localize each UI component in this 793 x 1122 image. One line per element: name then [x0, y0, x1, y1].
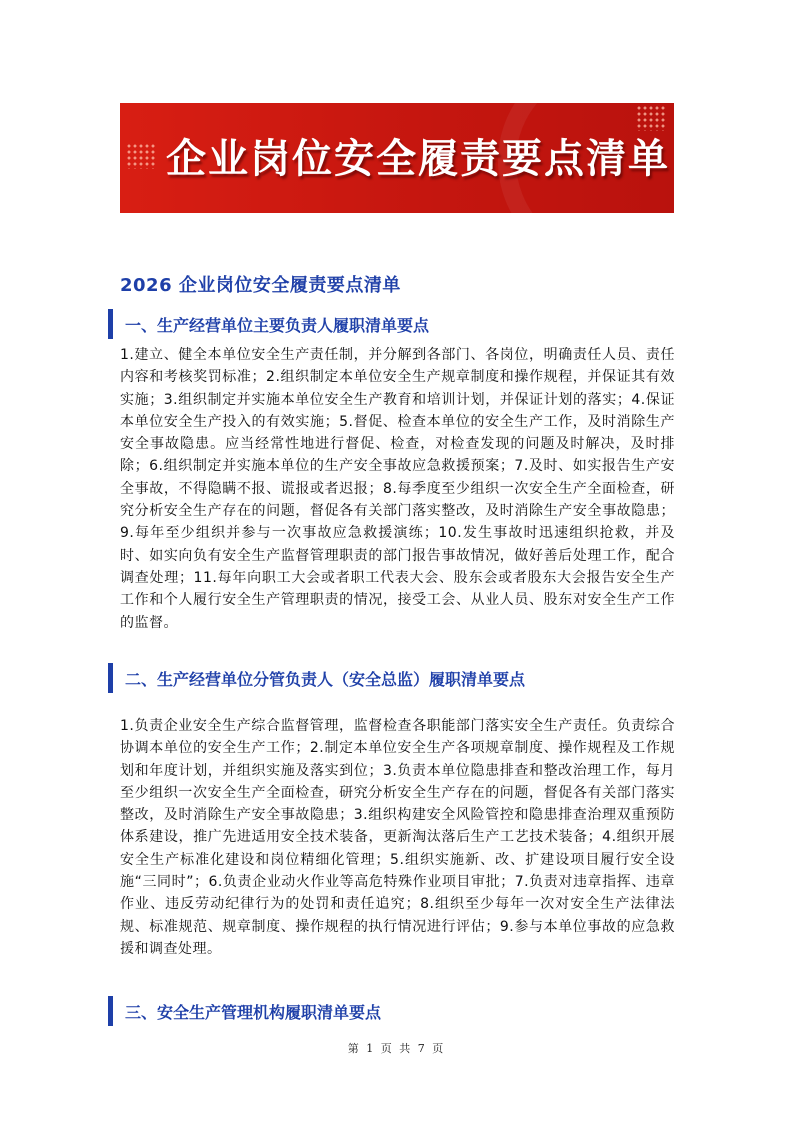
section-1-body: 1.建立、健全本单位安全生产责任制，并分解到各部门、各岗位，明确责任人员、责任内容和考核奖罚标准；2.组织制定本单位安全生产规章制度和操作规程，并保证其有效实施；3.组织制定并实施本单位安全生产教育和培训计划，并保证计划的落实；4.保证本单位安全生产投入的有效实施；5.督促、检查本单位的安全生产工作，及时消除生产安全事故隐患。应当经常性地进行督促、检查，对检查发现的问题及时解决，及时排除；6.组织制定并实施本单位的生产安全事故应急救援预案；7.及时、如实报告生产安全事故，不得隐瞒不报、谎报或者迟报；8.每季度至少组织一次安全生产全面检查，研究分析安全生产存在的问题，督促各有关部门落实整改，及时消除生产安全事故隐患；9.每年至少组织并参与一次事故应急救援演练；10.发生事故时迅速组织抢救，并及时、如实向负有安全生产监督管理职责的部门报告事故情况，做好善后处理工作，配合调查处理；11.每年向职工大会或者职工代表大会、股东会或者股东大会报告安全生产工作和个人履行安全生产管理职责的情况，接受工会、从业人员、股东对安全生产工作的监督。 — [120, 347, 675, 631]
page-number-footer: 第 1 页 共 7 页 — [347, 1042, 446, 1055]
section-heading-2-text: 二、生产经营单位分管负责人（安全总监）履职清单要点 — [125, 670, 526, 689]
section-heading-3 — [108, 996, 673, 1026]
banner-title: 企业岗位安全履责要点清单 — [166, 136, 670, 182]
banner-dot-pattern-left — [126, 143, 156, 169]
title-banner — [120, 103, 674, 213]
section-heading-3-text: 三、安全生产管理机构履职清单要点 — [125, 1003, 382, 1022]
document-title: 2026 企业岗位安全履责要点清单 — [120, 275, 401, 296]
section-heading-1 — [108, 309, 673, 339]
section-heading-2 — [108, 663, 673, 693]
section-2-body: 1.负责企业安全生产综合监督管理，监督检查各职能部门落实安全生产责任。负责综合协调本单位的安全生产工作；2.制定本单位安全生产各项规章制度、操作规程及工作规划和年度计划，并组织实施及落实到位；3.负责本单位隐患排查和整改治理工作，每月至少组织一次安全生产全面检查，研究分析安全生产存在的问题，督促各有关部门落实整改，及时消除生产安全事故隐患；3.组织构建安全风险管控和隐患排查治理双重预防体系建设，推广先进适用安全技术装备，更新淘汰落后生产工艺技术装备；4.组织开展安全生产标准化建设和岗位精细化管理；5.组织实施新、改、扩建设项目履行安全设施“三同时”；6.负责企业动火作业等高危特殊作业项目审批；7.负责对违章指挥、违章作业、违反劳动纪律行为的处罚和责任追究；8.组织至少每年一次对安全生产法律法规、标准规范、规章制度、操作规程的执行情况进行评估；9.参与本单位事故的应急救援和调查处理。 — [120, 718, 675, 957]
section-heading-1-text: 一、生产经营单位主要负责人履职清单要点 — [125, 316, 430, 335]
